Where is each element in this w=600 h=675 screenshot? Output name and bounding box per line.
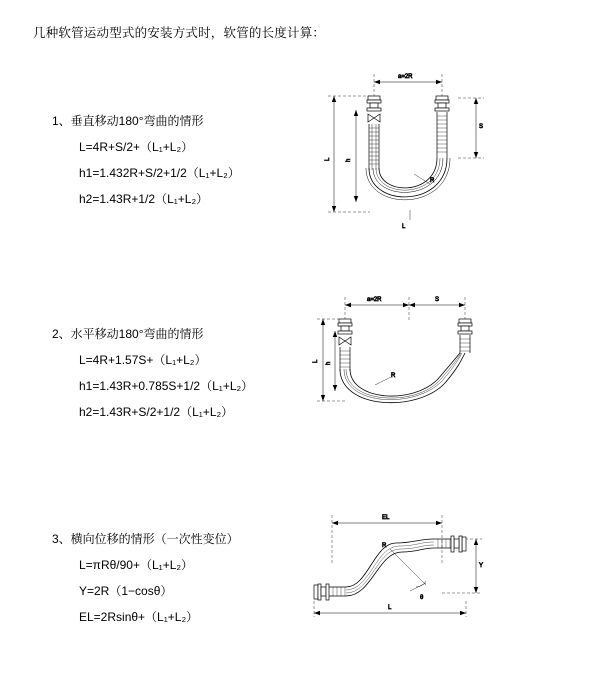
case-2-formula-2: h1=1.43R+0.785S+1/2（L₁+L₂）	[79, 379, 254, 393]
case-3-text-block	[52, 530, 239, 625]
page-title: 几种软管运动型式的安装方式时，软管的长度计算：	[33, 26, 326, 40]
case-2-text-block	[52, 325, 253, 420]
case-1-label-bottom: L	[402, 224, 406, 230]
case-1-label-top-dim: a=2R	[398, 74, 413, 80]
case-2-label-left-dim: L	[313, 359, 319, 363]
case-3-figure	[290, 505, 490, 635]
case-3-diagram-svg	[290, 505, 490, 630]
case-1-formula-1: L=4R+S/2+（L₁+L₂）	[79, 140, 194, 154]
case-1-diagram-svg	[310, 62, 490, 262]
case-1-formula-3: h2=1.43R+1/2（L₁+L₂）	[79, 192, 209, 206]
case-3-label-bottom-dim: L	[388, 605, 392, 611]
case-3-label-top-dim: EL	[382, 515, 390, 521]
case-3-formula-1: L=πRθ/90+（L₁+L₂）	[79, 558, 194, 572]
case-1-label-radius: R	[430, 178, 435, 184]
case-2-label-h-dim: h	[326, 361, 332, 365]
case-3-formula-3: EL=2Rsinθ+（L₁+L₂）	[79, 610, 199, 624]
case-3-formula-2: Y=2R（1−cosθ）	[79, 584, 173, 598]
case-2-label-top-dim-left: a=2R	[367, 297, 382, 303]
case-1-title: 1、垂直移动180°弯曲的情形	[52, 114, 204, 128]
case-1-label-right-dim: S	[479, 124, 484, 130]
case-1-figure	[310, 62, 490, 267]
case-1-text-block	[52, 112, 240, 207]
case-2-title: 2、水平移动180°弯曲的情形	[52, 327, 204, 341]
case-1-formula-2: h1=1.432R+S/2+1/2（L₁+L₂）	[79, 166, 240, 180]
case-2-label-top-dim-right: S	[435, 297, 440, 303]
case-3-title: 3、横向位移的情形（一次性变位）	[52, 532, 239, 546]
case-3-label-right-dim: Y	[479, 563, 484, 569]
case-2-formula-1: L=4R+1.57S+（L₁+L₂）	[79, 353, 207, 367]
case-2-figure	[305, 285, 490, 450]
case-3-label-radius: R	[382, 543, 387, 549]
case-3-label-angle: θ	[420, 595, 424, 601]
case-1-label-h-dim: h	[346, 158, 352, 162]
case-2-label-radius: R	[391, 373, 396, 379]
case-1-label-left-dim: L	[325, 157, 331, 161]
case-2-formula-3: h2=1.43R+S/2+1/2（L₁+L₂）	[79, 405, 234, 419]
case-2-diagram-svg	[305, 285, 490, 445]
